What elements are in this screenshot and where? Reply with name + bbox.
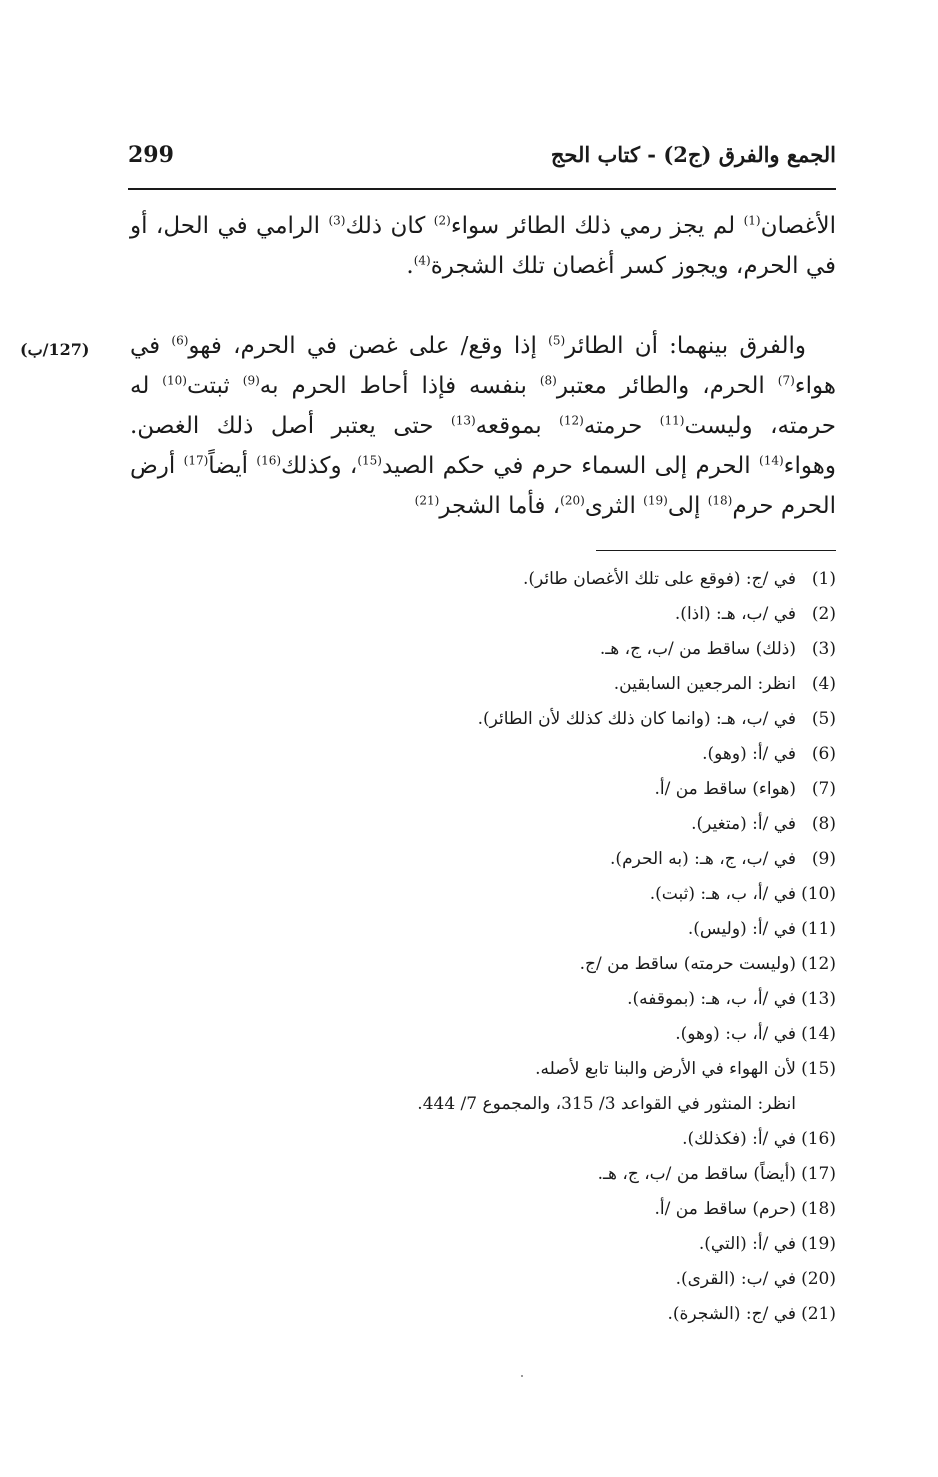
footnote-text: (هواء) ساقط من /أ. [654,779,796,799]
body-text-segment: الأغصان [760,213,836,239]
footnote-text: في /أ، ب، هـ: (بموقفه). [627,989,796,1009]
footnote-item [196,1192,836,1227]
body-text-segment: . [406,253,414,279]
body-text-segment: الثرى [584,493,644,519]
body-text-segment: بنفسه فإذا أحاط الحرم به [259,373,540,399]
footnote-ref: (21) [414,493,440,508]
footnote-item [196,1297,836,1332]
footnote-ref: (6) [171,333,189,348]
footnote-text: في /ب، هـ: (وانما كان ذلك كذلك لأن الطائر). [477,709,796,729]
manuscript-folio-note: (127/ب) [20,340,90,359]
footnote-item [196,1227,836,1262]
body-text-segment: حرمته [583,413,660,439]
footnote-ref: (7) [777,373,795,388]
footnote-item [196,842,836,877]
footnote-number: (21) [801,1304,836,1324]
body-text-segment: ، وكذلك [281,453,358,479]
footnote-item [196,702,836,737]
footnote-item [196,1052,836,1087]
paragraph-1 [130,206,836,286]
footnote-ref: (4) [413,253,431,268]
header-rule [128,188,836,190]
body-text-segment: ، فأما الشجر [439,493,561,519]
footnote-number: (8) [811,814,836,834]
footnote-ref: (11) [659,413,685,428]
footnote-item [196,772,836,807]
body-text-segment: إذا وقع/ على غصن في الحرم، فهو [188,333,549,359]
body-text-segment: إلى [667,493,708,519]
footnote-text: في /ج: (فوقع على تلك الأغصان طائر). [522,569,796,589]
body-text-segment: أيضاً [208,453,257,479]
footnote-text: انظر: المرجعين السابقين. [613,674,796,694]
footnote-number: (3) [811,639,836,659]
footnote-ref: (18) [707,493,733,508]
footnote-item [196,982,836,1017]
footnote-item [196,632,836,667]
body-text-segment: في هواء [130,333,836,399]
footnote-number: (6) [811,744,836,764]
scan-speck [521,1375,523,1377]
footnote-ref: (1) [743,213,761,228]
footnote-number: (13) [801,989,836,1009]
footnote-item [196,562,836,597]
body-text-segment: الرامي في الحل، أو في الحرم، ويجوز كسر أغصان تلك الشجرة [130,213,836,279]
footnote-item [196,1157,836,1192]
footnote-text: (ذلك) ساقط من /ب، ج، هـ. [599,639,796,659]
footnote-item [196,807,836,842]
footnote-number: (9) [811,849,836,869]
footnote-text: في /ب، ج، هـ: (به الحرم). [610,849,796,869]
footnote-ref: (3) [328,213,346,228]
footnote-item [196,1017,836,1052]
footnote-ref: (12) [559,413,584,428]
footnote-item [196,737,836,772]
footnote-number: (16) [801,1129,836,1149]
footnote-text: في /أ: (فكذلك). [682,1129,796,1149]
footnote-text: في /ب، هـ: (اذا). [674,604,796,624]
footnotes-list [196,562,836,1332]
body-text-segment: له حرمته، وليست [130,373,837,439]
footnote-number: (20) [801,1269,836,1289]
body-text-segment: ثبتت [186,373,243,399]
footnote-ref: (15) [357,453,382,468]
footnote-number: (10) [801,884,836,904]
body-text-segment: حتى يعتبر أصل ذلك الغصن. وهواء [130,413,836,479]
footnote-text: (وليست حرمته) ساقط من /ج. [579,954,796,974]
footnote-item [196,1122,836,1157]
footnote-item [196,877,836,912]
footnote-continuation: انظر: المنثور في القواعد 3/ 315، والمجموع 7/ 444. [417,1094,796,1114]
footnote-ref: (9) [242,373,260,388]
footnote-ref: (16) [256,453,282,468]
running-head: الجمع والفرق (ج2) - كتاب الحج [550,142,836,167]
footnote-number: (19) [801,1234,836,1254]
paragraph-2 [130,326,836,526]
body-text-segment: الحرم إلى السماء حرم في حكم الصيد [381,453,760,479]
footnote-number: (4) [811,674,836,694]
footnote-text: في /أ، ب، هـ: (ثبت). [649,884,796,904]
footnote-ref: (14) [759,453,784,468]
footnote-text: في /ج: (الشجرة). [667,1304,796,1324]
footnote-text: في /أ: (وهو). [702,744,796,764]
footnote-number: (12) [801,954,836,974]
body-text-segment: بموقعه [475,413,560,439]
footnote-number: (15) [801,1059,836,1079]
page-number: 299 [128,142,174,168]
footnote-ref: (8) [539,373,557,388]
body-text-segment: أرض الحرم حرم [130,453,836,519]
footnote-item [196,667,836,702]
footnote-text: في /أ: (التي). [698,1234,796,1254]
footnote-text: في /أ: (متغير). [691,814,796,834]
footnote-number: (17) [801,1164,836,1184]
footnote-item [196,597,836,632]
footnote-ref: (20) [560,493,585,508]
footnote-item [196,1262,836,1297]
footnote-ref: (17) [183,453,209,468]
footnote-text: في /أ: (وليس). [687,919,796,939]
footnote-number: (14) [801,1024,836,1044]
footnote-text: في /أ، ب: (وهو). [675,1024,796,1044]
body-text-segment: لم يجز رمي ذلك الطائر سواء [450,213,744,239]
footnote-text: (أيضاً) ساقط من /ب، ج، هـ. [597,1164,796,1184]
footnote-number: (2) [811,604,836,624]
footnote-separator [596,550,836,551]
body-text-segment: والفرق بينهما: أن الطائر [565,333,806,359]
footnote-number: (11) [801,919,836,939]
body-text-segment: كان ذلك [345,213,434,239]
footnote-number: (18) [801,1199,836,1219]
footnote-number: (1) [811,569,836,589]
footnote-ref: (5) [548,333,566,348]
footnote-item [196,912,836,947]
footnote-item [196,947,836,982]
footnote-ref: (10) [162,373,187,388]
footnote-number: (7) [811,779,836,799]
footnote-text: لأن الهواء في الأرض والبنا تابع لأصله. [535,1059,796,1079]
footnote-ref: (13) [451,413,476,428]
body-text-segment: الحرم، والطائر معتبر [556,373,778,399]
footnote-ref: (2) [433,213,451,228]
footnote-ref: (19) [643,493,668,508]
page-header [128,142,836,168]
footnote-number: (5) [811,709,836,729]
footnote-text: في /ب: (القرى). [675,1269,796,1289]
footnote-text: (حرم) ساقط من /أ. [654,1199,796,1219]
